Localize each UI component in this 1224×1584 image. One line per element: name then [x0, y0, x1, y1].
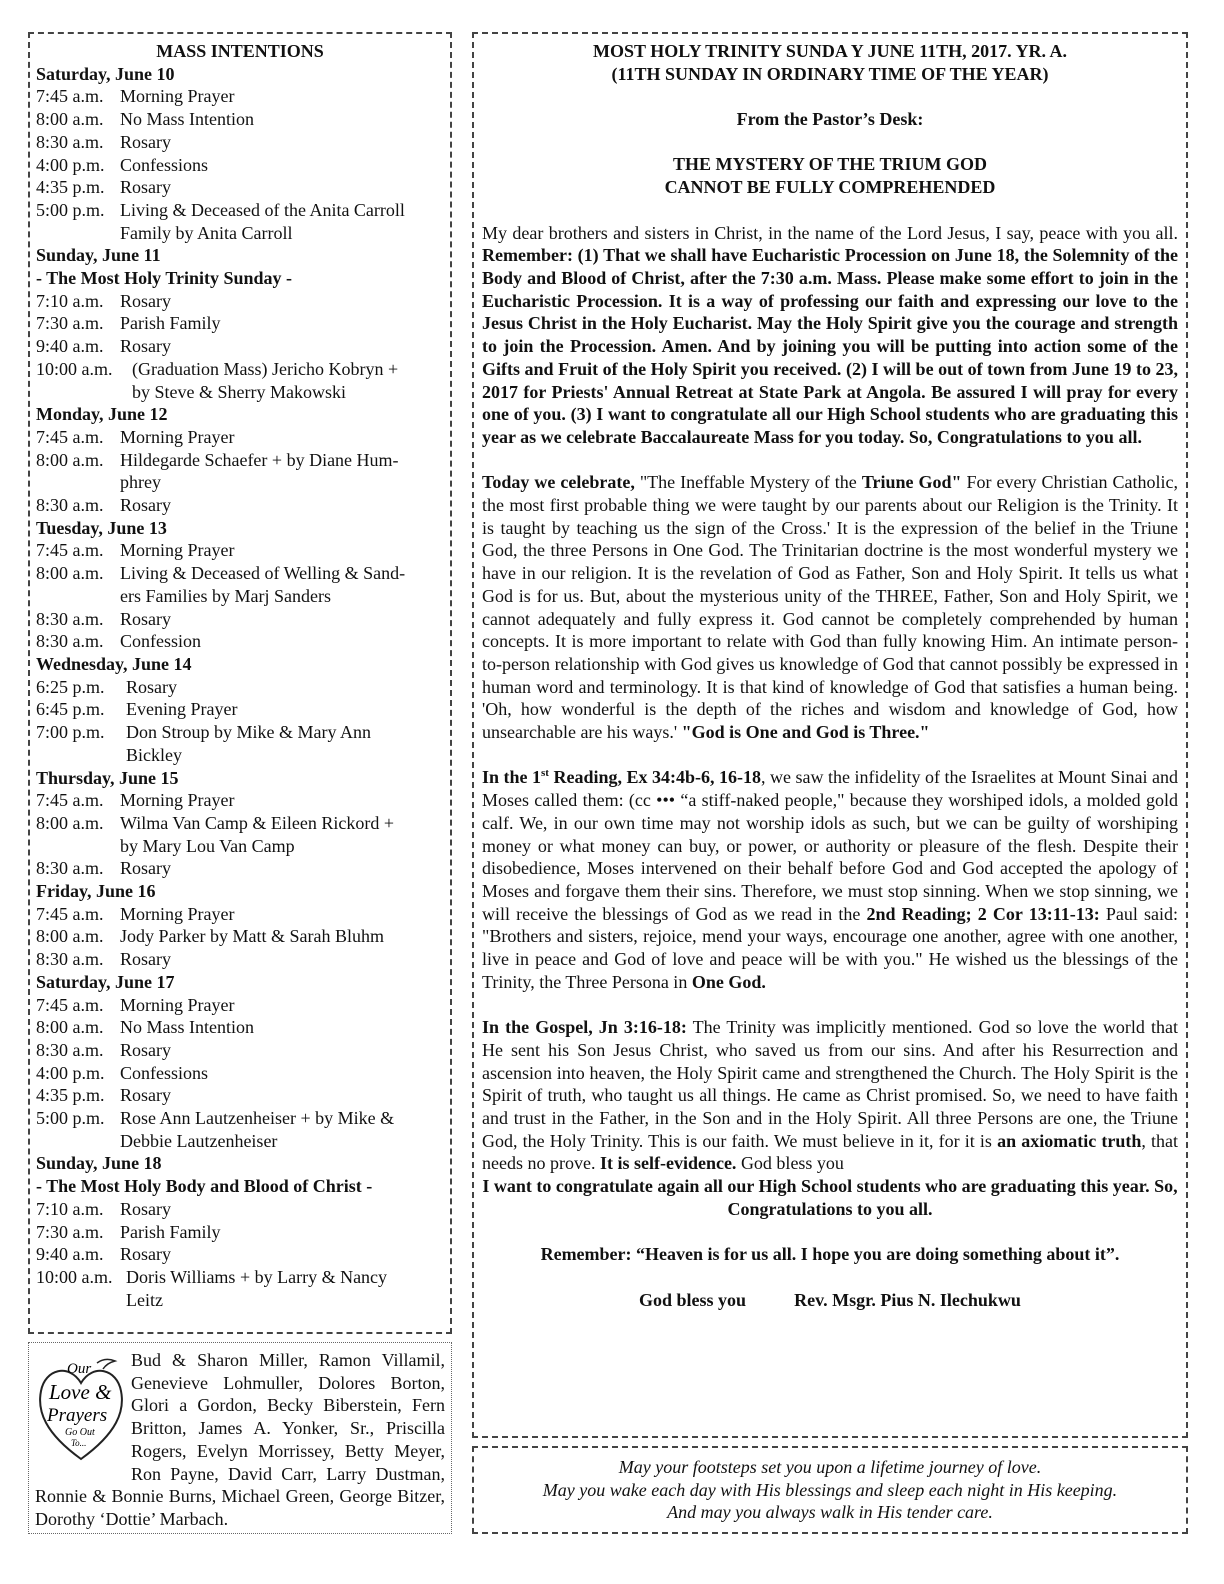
- mass-entry-text: No Mass Intention: [120, 109, 254, 130]
- mass-entry-text: Morning Prayer: [120, 540, 235, 561]
- mass-entry: [36, 449, 444, 472]
- mass-entry: [36, 154, 444, 177]
- mass-entry: [36, 1221, 444, 1244]
- love-prayers-box: [28, 1342, 452, 1534]
- mass-entry-time: 4:00 p.m.: [36, 1062, 105, 1083]
- mass-entry-time: 8:00 a.m.: [36, 449, 104, 470]
- mass-entry: [36, 494, 444, 517]
- mass-day-heading: Monday, June 12: [36, 404, 168, 425]
- paragraph-readings: [482, 766, 1178, 993]
- mass-entry-time: 9:40 a.m.: [36, 1244, 104, 1265]
- mass-entry-text: Parish Family: [120, 313, 221, 334]
- mass-entry-time: 8:30 a.m.: [36, 495, 104, 516]
- mass-entry: [36, 290, 444, 313]
- mass-entry: [36, 562, 444, 585]
- mass-entry-time: 4:35 p.m.: [36, 177, 105, 198]
- mass-entry: [36, 358, 444, 381]
- mass-entry-text: No Mass Intention: [120, 1017, 254, 1038]
- mass-day-feast: - The Most Holy Trinity Sunday -: [36, 268, 293, 289]
- mass-entry-text: Jody Parker by Matt & Sarah Bluhm: [120, 926, 384, 947]
- mass-entry-text: Doris Williams + by Larry & Nancy: [126, 1266, 388, 1287]
- signature-bless: God bless you: [639, 1289, 747, 1310]
- mass-entry-text: Morning Prayer: [120, 790, 235, 811]
- paragraph-triune-god: [482, 471, 1178, 743]
- mass-entry-text: Hildegarde Schaefer + by Diane Hum-: [120, 449, 399, 470]
- mass-entry-time: 6:45 p.m.: [36, 699, 105, 720]
- mass-entry: [36, 1198, 444, 1221]
- mass-entry-text: Don Stroup by Mike & Mary Ann: [126, 722, 371, 743]
- mass-entry-text: Living & Deceased of the Anita Carroll: [120, 199, 405, 220]
- today-celebrate: Today we celebrate,: [482, 472, 635, 493]
- logo-line-go-out: Go Out: [65, 1427, 95, 1438]
- first-reading-body: , we saw the infidelity of the Israelites at Mount Sinai and Moses called them: (cc ••• “a stiff-naked people," because they worshiped idols, a molded gold calf. We, in our own time may not worship idols as such, but we can be guilty of worshiping money or what money can buy, or power, or authority or pleasure of the flesh. Despite their disobedience, Moses intervened on their behalf before God and God accepted the apology of Moses and forgave them their sins. Therefore, we must stop sinning. When we stop sinning, we will receive the blessings of God as we read in the: [482, 767, 1179, 924]
- mass-entry-text: (Graduation Mass) Jericho Kobryn +: [132, 358, 399, 379]
- mass-entry: [36, 199, 444, 222]
- mass-day-heading: Tuesday, June 13: [36, 517, 167, 538]
- mass-entry-time: 8:00 a.m.: [36, 926, 104, 947]
- mass-entry: [36, 1084, 444, 1107]
- mass-entry-time: 7:10 a.m.: [36, 1198, 104, 1219]
- mass-entry-time: 5:00 p.m.: [36, 199, 105, 220]
- mass-entry: [36, 1107, 444, 1130]
- mass-entry: [36, 1243, 444, 1266]
- pastor-desk-box: [472, 32, 1188, 1438]
- mass-entry: [36, 176, 444, 199]
- blessing-line2: May you wake each day with His blessings and sleep each night in His keeping.: [542, 1479, 1118, 1500]
- mass-entry-time: 10:00 a.m.: [36, 358, 113, 379]
- triune-intro: "The Ineffable Mystery of the: [634, 472, 862, 493]
- triune-god-bold: Triune God": [861, 472, 962, 493]
- mass-entry-continuation: by Steve & Sherry Makowski: [132, 381, 346, 402]
- mass-entry-text: Confessions: [120, 154, 209, 175]
- mass-entry-time: 4:00 p.m.: [36, 154, 105, 175]
- gospel-body-2: , that needs no prove.: [482, 1130, 1178, 1174]
- mass-entry-time: 7:45 a.m.: [36, 903, 104, 924]
- mass-entry-text: Confessions: [120, 1062, 209, 1083]
- mass-entry-time: 7:45 a.m.: [36, 540, 104, 561]
- mass-entry: [36, 948, 444, 971]
- first-reading-sup: st: [541, 767, 549, 780]
- logo-line-to: To...: [71, 1438, 87, 1448]
- mass-entry-time: 7:45 a.m.: [36, 790, 104, 811]
- mass-entry: [36, 698, 444, 721]
- second-reading-label: 2nd Reading; 2 Cor 13:11-13:: [866, 903, 1100, 924]
- mass-entry-text: Rosary: [120, 858, 171, 879]
- mass-entry: [36, 1039, 444, 1062]
- mass-entry: [36, 925, 444, 948]
- mass-entry-text: Rosary: [120, 177, 171, 198]
- greeting-text: My dear brothers and sisters in Christ, in the name of the Lord Jesus, I say, peace with you all.: [482, 222, 1178, 243]
- mass-entry-text: Morning Prayer: [120, 903, 235, 924]
- mass-entry-text: Rosary: [120, 1039, 171, 1060]
- one-god-bold: One God.: [691, 971, 766, 992]
- triune-body: For every Christian Catholic, the most first probable thing we were taught by our parents about our Religion is the Trinity. It is taught by teaching us the sign of the Cross.' It is the expression of the belief in the Triune God, the three Persons in One God. The Trinitarian doctrine is the most wonderful mystery we have in our religion. It is the revelation of God as Father, Son and Holy Spirit. It tells us what God is for us. But, about the mysterious unity of the THREE, Father, Son and Holy Spirit, we cannot adequately and fully express it. God cannot be completely comprehended by human concepts. It is more important to relate with God than fully knowing Him. An intimate person-to-person relationship with God gives us knowledge of God that cannot possibly be expressed in human word and terminology. It is that kind of knowledge of God that satisfies a human being. 'Oh, how wonderful is the depth of the riches and wisdom and knowledge of God, how unsearchable are his ways.': [482, 472, 1178, 743]
- mass-day-heading: Saturday, June 17: [36, 971, 175, 992]
- mass-entry-text: Rosary: [120, 1198, 171, 1219]
- mass-intentions-box: [28, 32, 452, 1334]
- mass-entry: [36, 1016, 444, 1039]
- mass-entry-time: 6:25 p.m.: [36, 676, 105, 697]
- mass-entry-text: Wilma Van Camp & Eileen Rickord +: [120, 812, 395, 833]
- paragraph-gospel: [482, 1016, 1178, 1175]
- self-evidence: It is self-evidence.: [599, 1153, 737, 1174]
- pastor-desk-title: From the Pastor’s Desk:: [736, 109, 924, 130]
- mass-entry-text: Rosary: [120, 949, 171, 970]
- first-reading-label: [482, 767, 761, 787]
- mass-entry: [36, 108, 444, 131]
- heaven-remember: Remember: “Heaven is for us all. I hope you are doing something about it”.: [540, 1244, 1120, 1265]
- mass-entry-text: Living & Deceased of Welling & Sand-: [120, 563, 406, 584]
- mass-entry-text: Parish Family: [120, 1221, 221, 1242]
- mass-entry-text: Morning Prayer: [120, 426, 235, 447]
- mass-entry-time: 5:00 p.m.: [36, 1108, 105, 1129]
- mass-entry-continuation: Bickley: [126, 744, 182, 765]
- mass-entry: [36, 608, 444, 631]
- mass-day-heading: Sunday, June 11: [36, 245, 161, 266]
- mass-entry: [36, 721, 444, 744]
- mass-entry-text: Rosary: [120, 608, 171, 629]
- mass-intentions-list: [36, 63, 444, 1312]
- remember-announcements: Remember: (1) That we shall have Eucharistic Procession on June 18, the Solemnity of the Body and Blood of Christ, after the 7:30 a.m. Mass. Please make some effort to join in the Eucharistic Procession. It is a way of professing our faith and expressing our love to the Jesus Christ in the Holy Eucharist. May the Holy Spirit give you the courage and strength to join the Procession. Amen. And by joining you will be putting into action some of the Gifts and Fruit of the Holy Spirit you received. (2) I will be out of town from June 19 to 23, 2017 for Priests' Annual Retreat at State Park at Angola. Be assured I will pray for every one of you. (3) I want to congratulate all our High School students who are graduating this year as we celebrate Baccalaureate Mass for you today. So, Congratulations to you all.: [482, 245, 1178, 447]
- blessing-box: [472, 1446, 1188, 1534]
- mass-entry-text: Rosary: [120, 1085, 171, 1106]
- mass-entry-text: Rosary: [120, 1244, 171, 1265]
- mass-entry-time: 8:00 a.m.: [36, 812, 104, 833]
- blessing-line3: And may you always walk in His tender care.: [667, 1502, 993, 1523]
- mass-entry-text: Morning Prayer: [120, 86, 235, 107]
- mystery-title-line1: THE MYSTERY OF THE TRIUM GOD: [673, 154, 987, 175]
- mass-entry-time: 8:30 a.m.: [36, 949, 104, 970]
- mass-entry-time: 9:40 a.m.: [36, 336, 104, 357]
- mass-day-heading: Friday, June 16: [36, 881, 156, 902]
- mass-entry-time: 8:00 a.m.: [36, 563, 104, 584]
- love-prayers-heart-icon: [35, 1353, 127, 1465]
- mass-day-heading: Saturday, June 10: [36, 63, 175, 84]
- gospel-bless: God bless you: [736, 1153, 844, 1174]
- mass-entry: [36, 857, 444, 880]
- blessing-line1: May your footsteps set you upon a lifetime journey of love.: [618, 1457, 1042, 1477]
- mass-entry: [36, 903, 444, 926]
- mass-entry-time: 8:00 a.m.: [36, 1017, 104, 1038]
- mass-entry-text: Rose Ann Lautzenheiser + by Mike &: [120, 1108, 395, 1129]
- mass-intentions-title: MASS INTENTIONS: [156, 41, 324, 61]
- mass-entry-text: Rosary: [120, 290, 171, 311]
- mass-entry-text: Rosary: [120, 336, 171, 357]
- gospel-body: The Trinity was implicitly mentioned. God so love the world that He sent his Son Jesus Christ, who saved us from our sins. And after his Resurrection and ascension into heaven, the Holy Spirit came and strengthened the Church. The Holy Spirit is the Spirit of truth, who taught us all things. He came as Christ promised. So, we need to have faith and trust in the Father, in the Son and in the Holy Spirit. All three Persons are one, the Triune God, the Holy Trinity. This is our faith. We must believe in it, for it is: [482, 1017, 1178, 1151]
- mass-entry-text: Rosary: [126, 676, 177, 697]
- mass-entry: [36, 676, 444, 699]
- gospel-label: In the Gospel, Jn 3:16-18:: [482, 1017, 687, 1038]
- mass-entry: [36, 426, 444, 449]
- mass-entry-time: 10:00 a.m.: [36, 1266, 113, 1287]
- mass-entry: [36, 131, 444, 154]
- mass-entry-time: 7:10 a.m.: [36, 290, 104, 311]
- mass-entry-continuation: phrey: [120, 472, 161, 493]
- bulletin-heading: MOST HOLY TRINITY SUNDA Y JUNE 11TH, 2017. YR. A.: [593, 41, 1067, 61]
- congratulations-again: I want to congratulate again all our High School students who are graduating this year. So, Congratulations to you all.: [482, 1176, 1178, 1219]
- bulletin-subheading: (11TH SUNDAY IN ORDINARY TIME OF THE YEAR): [611, 63, 1049, 84]
- god-one-three: "God is One and God is Three.": [681, 722, 930, 743]
- first-reading-ref: Reading, Ex 34:4b-6, 16-18: [548, 767, 762, 788]
- mass-entry-time: 8:30 a.m.: [36, 1039, 104, 1060]
- mass-entry: [36, 812, 444, 835]
- mass-entry-time: 7:30 a.m.: [36, 1221, 104, 1242]
- signature-name: Rev. Msgr. Pius N. Ilechukwu: [794, 1289, 1021, 1310]
- mass-entry: [36, 630, 444, 653]
- mass-entry-continuation: by Mary Lou Van Camp: [120, 835, 295, 856]
- mass-entry-time: 7:00 p.m.: [36, 722, 105, 743]
- mystery-title-line2: CANNOT BE FULLY COMPREHENDED: [664, 177, 996, 198]
- mass-entry-time: 8:30 a.m.: [36, 608, 104, 629]
- mass-entry-continuation: ers Families by Marj Sanders: [120, 585, 331, 606]
- mass-day-heading: Thursday, June 15: [36, 767, 179, 788]
- mass-day-heading: Sunday, June 18: [36, 1153, 162, 1174]
- paragraph-greeting: [482, 222, 1178, 449]
- love-prayers-names: Bud & Sharon Miller, Ramon Villamil, Genevieve Lohmuller, Dolores Borton, Glori a Gordon, Becky Biberstein, Fern Britton, James A. Yonker, Sr., Priscilla Rogers, Evelyn Morrissey, Betty Meyer, Ron Payne, David Carr, Larry Dustman, Ronnie & Bonnie Burns, Michael Green, George Bitzer, Dorothy ‘Dottie’ Marbach.: [35, 1350, 445, 1529]
- mass-entry: [36, 1266, 444, 1289]
- mass-entry-continuation: Leitz: [126, 1289, 163, 1310]
- logo-line-love: Love &: [49, 1380, 112, 1404]
- mass-entry: [36, 539, 444, 562]
- mass-entry-time: 8:30 a.m.: [36, 131, 104, 152]
- mass-entry-text: Morning Prayer: [120, 994, 235, 1015]
- mass-entry-time: 8:30 a.m.: [36, 858, 104, 879]
- mass-entry: [36, 994, 444, 1017]
- mass-entry-time: 7:45 a.m.: [36, 426, 104, 447]
- mass-entry: [36, 312, 444, 335]
- mass-entry-text: Rosary: [120, 131, 171, 152]
- mass-entry: [36, 1062, 444, 1085]
- mass-entry-time: 7:45 a.m.: [36, 86, 104, 107]
- mass-entry-continuation: Family by Anita Carroll: [120, 222, 293, 243]
- mass-entry-time: 8:00 a.m.: [36, 109, 104, 130]
- mass-entry-text: Confession: [120, 631, 201, 652]
- second-reading-body: Paul said: "Brothers and sisters, rejoice, mend your ways, encourage one another, agree with one another, live in peace and God of love and peace will be with you." He wished us the blessings of the Trinity, the Three Persona in: [482, 903, 1179, 992]
- mass-entry-time: 7:30 a.m.: [36, 313, 104, 334]
- mass-entry-continuation: Debbie Lautzenheiser: [120, 1130, 278, 1151]
- mass-entry-text: Rosary: [120, 495, 171, 516]
- logo-line-prayers: Prayers: [47, 1405, 108, 1426]
- mass-entry-time: 7:45 a.m.: [36, 994, 104, 1015]
- mass-day-feast: - The Most Holy Body and Blood of Christ -: [36, 1176, 373, 1197]
- mass-entry: [36, 335, 444, 358]
- mass-entry-text: Evening Prayer: [126, 699, 238, 720]
- mass-day-heading: Wednesday, June 14: [36, 653, 192, 674]
- signature-line: [482, 1289, 1178, 1312]
- mass-entry-time: 4:35 p.m.: [36, 1085, 105, 1106]
- mass-entry: [36, 85, 444, 108]
- axiomatic-truth: an axiomatic truth: [997, 1130, 1142, 1151]
- logo-line-our: Our: [67, 1361, 92, 1377]
- mass-entry: [36, 789, 444, 812]
- mass-entry-time: 8:30 a.m.: [36, 631, 104, 652]
- first-reading-in: In the 1: [482, 767, 542, 788]
